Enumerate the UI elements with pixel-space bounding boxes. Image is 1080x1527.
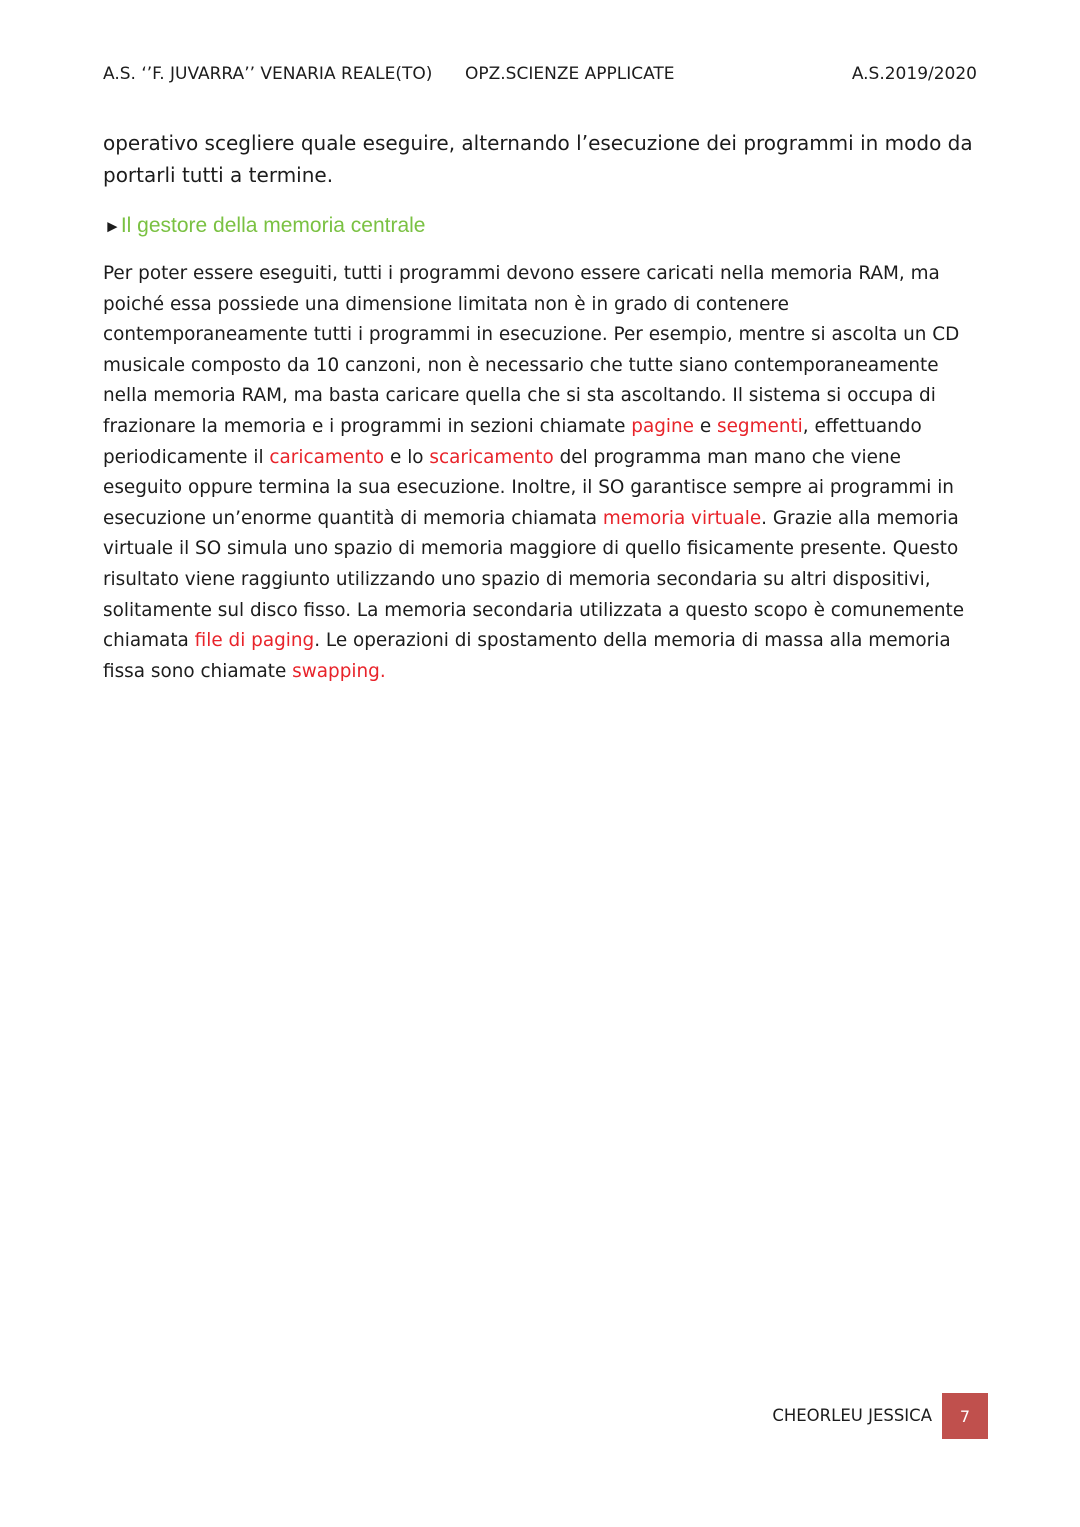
triangle-bullet-icon: ►: [104, 217, 121, 236]
paragraph-text: del programma man mano che viene eseguito oppure termina la sua esecuzione. Inoltre, il SO garantisce sempre ai programmi in esecuzione un’enorme quantità di memoria chiamata: [103, 446, 954, 529]
keyword-memoria-virtuale: memoria virtuale: [602, 507, 762, 529]
header-course: OPZ.SCIENZE APPLICATE: [465, 64, 675, 84]
paragraph-text: Per poter essere eseguiti, tutti i programmi devono essere caricati nella memoria RAM, ma poiché essa possiede una dimensione limitata non è in grado di contenere contemporaneamente tutti i programmi in esecuzione. Per esempio, mentre si ascolta un CD musicale composto da 10 canzoni, non è necessario che tutte siano contemporaneamente nella memoria RAM, ma basta caricare quella che si sta ascoltando. Il sistema si occupa di frazionare la memoria e i programmi in sezioni chiamate: [103, 263, 960, 437]
paragraph-text: e lo: [384, 446, 430, 468]
keyword-file-di-paging: file di paging: [194, 630, 315, 652]
paragraph-text: . Le operazioni di spostamento della memoria di massa alla memoria fissa sono chiamate: [103, 630, 951, 682]
page-number-badge: 7: [942, 1393, 988, 1439]
paragraph-text: , effettuando periodicamente il: [103, 415, 922, 468]
header-school: A.S. ‘’F. JUVARRA’’ VENARIA REALE(TO): [103, 64, 433, 84]
paragraph-text: e: [694, 415, 718, 437]
intro-line-2: portarli tutti a termine.: [103, 163, 334, 187]
intro-paragraph: [103, 127, 983, 191]
section-title: Il gestore della memoria centrale: [120, 214, 426, 237]
keyword-swapping: swapping.: [292, 660, 386, 682]
intro-line-1: operativo scegliere quale eseguire, alternando l’esecuzione dei programmi in modo da: [103, 131, 973, 155]
paragraph-text: . Grazie alla memoria virtuale il SO simula uno spazio di memoria maggiore di quello fisicamente presente. Questo risultato viene raggiunto utilizzando uno spazio di memoria secondaria su altri dispositivi, solitamente sul disco fisso. La memoria secondaria utilizzata a questo scopo è comunemente chiamata: [103, 507, 965, 652]
keyword-pagine: pagine: [631, 415, 694, 437]
page-header: [103, 64, 977, 90]
keyword-scaricamento: scaricamento: [429, 446, 554, 468]
body-paragraph: [103, 259, 983, 687]
header-school-year: A.S.2019/2020: [851, 64, 977, 84]
keyword-segmenti: segmenti: [717, 415, 803, 437]
section-heading: [104, 212, 425, 241]
keyword-caricamento: caricamento: [269, 446, 385, 468]
footer-author: CHEORLEU JESSICA: [772, 1406, 932, 1425]
